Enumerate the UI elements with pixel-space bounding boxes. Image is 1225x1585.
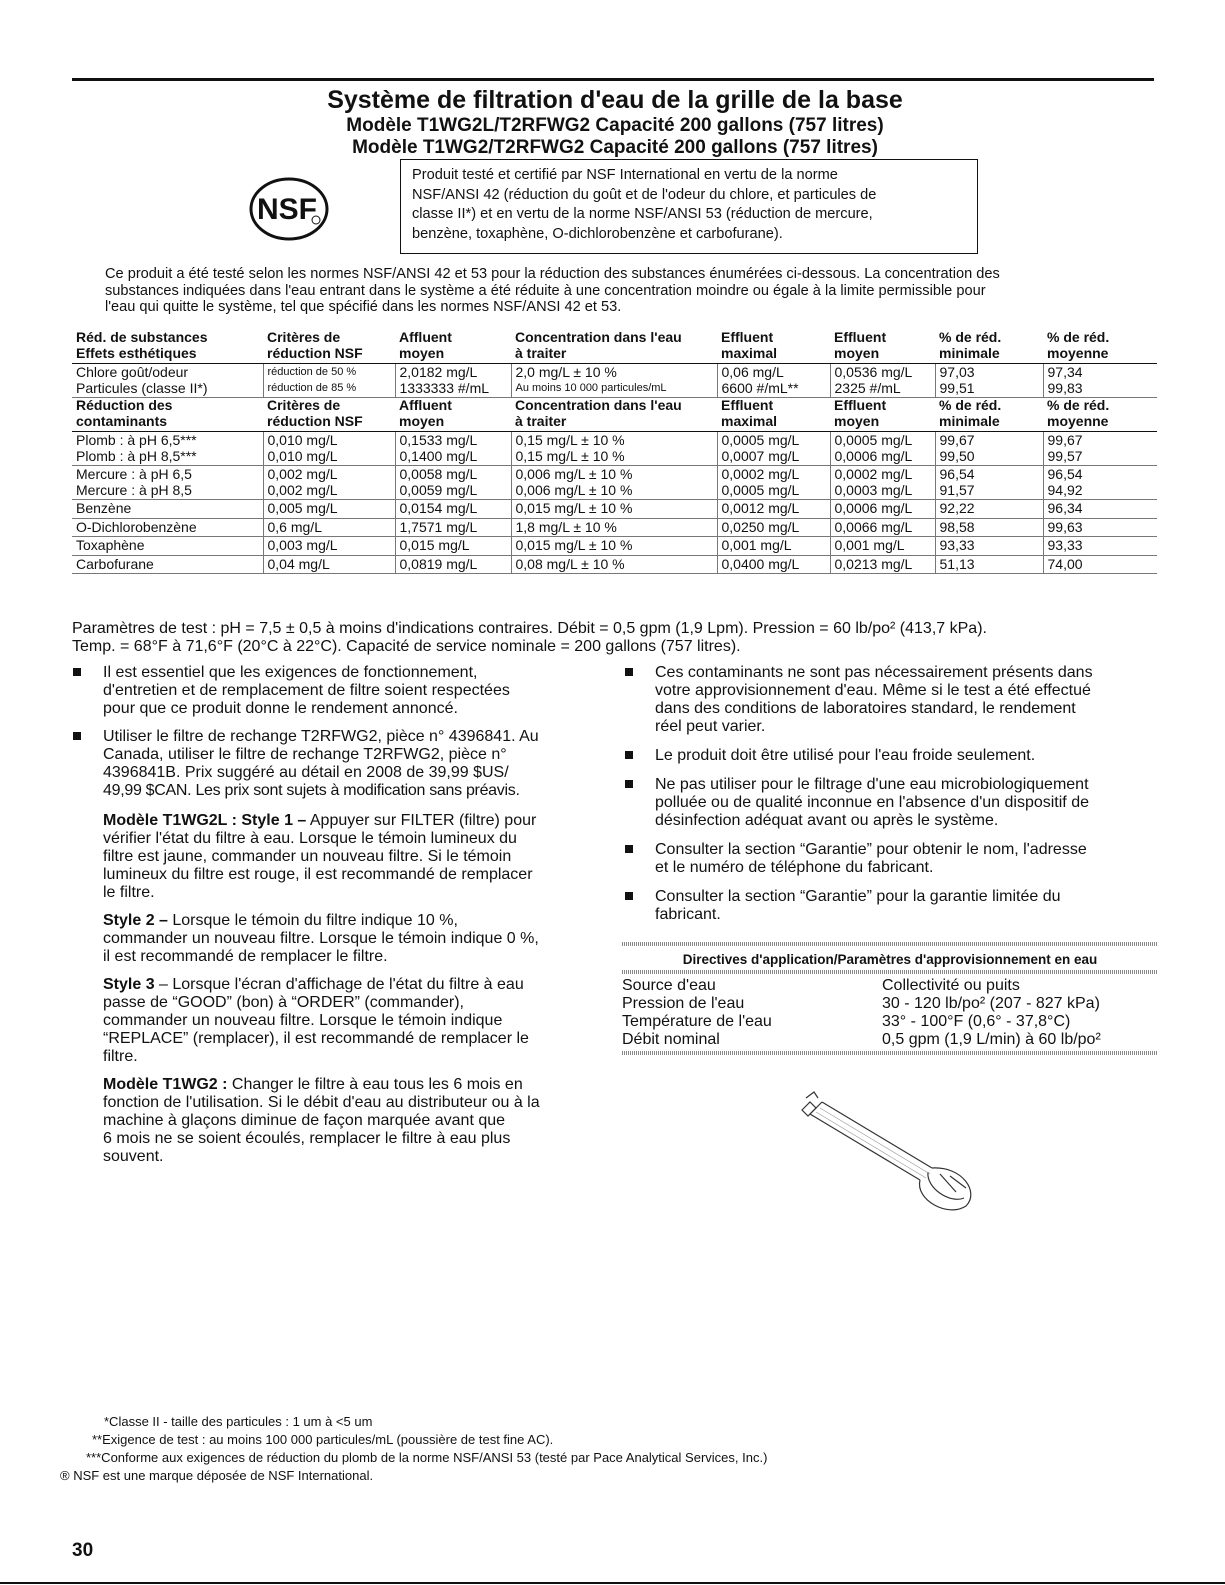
bullet-line: dans des conditions de laboratoires standard, le rendement — [655, 700, 1076, 717]
cell-value: Particules (classe II*) — [76, 379, 208, 396]
cell-value: 0,1400 mg/L — [399, 447, 478, 464]
column-header — [717, 330, 830, 364]
bullet-line: Consulter la section “Garantie” pour obtenir le nom, l'adresse — [655, 841, 1087, 858]
page-number: 30 — [72, 1540, 94, 1561]
table-cell — [511, 466, 717, 500]
bullet-item — [103, 664, 593, 718]
table-cell — [830, 432, 935, 466]
table-cell — [263, 537, 395, 556]
cell-value: Plomb : à pH 8,5*** — [76, 447, 197, 464]
cell-value: 0,15 mg/L ± 10 % — [515, 447, 625, 464]
table-cell — [1043, 500, 1157, 519]
cell-value: 0,15 mg/L ± 10 % — [515, 432, 625, 448]
bullet-line: fabricant. — [655, 906, 721, 923]
footnote: ® NSF est une marque déposée de NSF International. — [60, 1468, 374, 1483]
column-header-line: Effluent — [721, 397, 774, 413]
cell-value: Mercure : à pH 6,5 — [76, 466, 192, 482]
style3-line: – Lorsque l'écran d'affichage de l'état du filtre à eau — [154, 976, 524, 993]
cell-value: 93,33 — [939, 537, 975, 553]
column-header-line: Affluent — [399, 329, 452, 345]
column-header-line: % de réd. — [939, 397, 1002, 413]
bullet-square-icon — [73, 732, 81, 740]
table-row — [72, 432, 1157, 466]
cell-value: 1,7571 mg/L — [399, 518, 478, 535]
column-header-line: maximal — [721, 412, 778, 429]
model-t1wg2-line: 6 mois ne se soient écoulés, remplacer le filtre à eau plus — [103, 1130, 511, 1147]
cert-line: classe II*) et en vertu de la norme NSF/ANSI 53 (réduction de mercure, — [412, 206, 873, 222]
column-header — [72, 330, 263, 364]
cell-value: 6600 #/mL** — [721, 379, 799, 396]
table-cell — [395, 555, 511, 574]
bottom-rule — [0, 1582, 1225, 1584]
cell-value: 99,67 — [1047, 432, 1083, 448]
bullet-square-icon — [73, 668, 81, 676]
table-cell — [511, 500, 717, 519]
style1-line: vérifier l'état du filtre à eau. Lorsque le témoin lumineux du — [103, 830, 517, 847]
cell-value: 0,005 mg/L — [267, 500, 338, 516]
bullet-item — [655, 776, 1160, 830]
table-cell — [263, 466, 395, 500]
column-header — [935, 398, 1043, 432]
style2-line: commander un nouveau filtre. Lorsque le témoin indique 0 %, — [103, 930, 539, 947]
cell-value: 99,63 — [1047, 518, 1083, 535]
cell-value: 0,010 mg/L — [267, 432, 338, 448]
column-header-line: Réd. de substances — [76, 329, 208, 345]
table-cell — [717, 555, 830, 574]
cell-value: 1,8 mg/L ± 10 % — [515, 518, 617, 535]
table-cell — [717, 500, 830, 519]
cell-value: 99,67 — [939, 432, 975, 448]
style3-paragraph — [103, 976, 593, 1066]
footnote: ***Conforme aux exigences de réduction du plomb de la norme NSF/ANSI 53 (testé par Pace Analytical Services, Inc.) — [86, 1450, 768, 1465]
cell-value: 96,54 — [1047, 466, 1083, 482]
cell-value: 99,83 — [1047, 379, 1083, 396]
cell-value: 97,34 — [1047, 364, 1083, 380]
intro-paragraph — [105, 266, 1155, 316]
cell-value: 0,015 mg/L ± 10 % — [515, 500, 633, 516]
column-header-line: réduction NSF — [267, 344, 363, 361]
nsf-logo — [249, 177, 329, 241]
style3-line: passe de “GOOD” (bon) à “ORDER” (commander), — [103, 994, 464, 1011]
cert-line: Produit testé et certifié par NSF International en vertu de la norme — [412, 167, 838, 183]
table-cell — [830, 518, 935, 537]
cell-value: 0,006 mg/L ± 10 % — [515, 466, 633, 482]
directive-value: Collectivité ou puits — [882, 977, 1020, 994]
model-t1wg2-line: machine à glaçons diminue de façon marquée avant que — [103, 1112, 506, 1129]
bullet-line: d'entretien et de remplacement de filtre soient respectées — [103, 682, 510, 699]
model-t1wg2-line: Changer le filtre à eau tous les 6 mois en — [227, 1076, 523, 1093]
model-t1wg2-line: fonction de l'utilisation. Si le débit d'eau au distributeur ou à la — [103, 1094, 540, 1111]
table-cell — [830, 466, 935, 500]
model-capacity-1: Modèle T1WG2L/T2RFWG2 Capacité 200 gallons (757 litres) — [346, 115, 884, 136]
column-header-line: à traiter — [515, 344, 567, 361]
directive-label: Débit nominal — [622, 1031, 720, 1048]
certification-box — [400, 159, 978, 254]
table-cell — [717, 518, 830, 537]
cell-value: 0,001 mg/L — [834, 537, 905, 553]
bullet-line: 4396841B. Prix suggéré au détail en 2008 de 39,99 $US/ — [103, 764, 509, 781]
cell-value: Toxaphène — [76, 537, 145, 553]
table-header-row — [72, 330, 1157, 364]
style1-line: Appuyer sur FILTER (filtre) pour — [306, 812, 537, 829]
cell-value: 92,22 — [939, 500, 975, 516]
cell-value: Benzène — [76, 500, 132, 516]
bullet-item — [655, 747, 1160, 765]
style2-paragraph — [103, 912, 593, 966]
column-header-line: moyen — [399, 412, 445, 429]
bullet-line: désinfection adéquat avant ou après le système. — [655, 812, 999, 829]
column-header — [263, 398, 395, 432]
cell-value: Chlore goût/odeur — [76, 364, 189, 380]
bullet-item — [655, 888, 1160, 924]
cell-value: 0,0002 mg/L — [834, 466, 913, 482]
bullet-line: Consulter la section “Garantie” pour la garantie limitée du — [655, 888, 1061, 905]
cell-value: 0,0005 mg/L — [721, 432, 800, 448]
cell-value: 99,51 — [939, 379, 975, 396]
cell-value: 0,1533 mg/L — [399, 432, 478, 448]
bullet-line: votre approvisionnement d'eau. Même si le test a été effectué — [655, 682, 1091, 699]
column-header-line: minimale — [939, 412, 1000, 429]
bullet-square-icon — [625, 780, 633, 788]
cell-value: 0,006 mg/L ± 10 % — [515, 481, 633, 498]
bullet-line: Le produit doit être utilisé pour l'eau froide seulement. — [655, 747, 1036, 764]
table-cell — [511, 537, 717, 556]
table-header-row — [72, 398, 1157, 432]
column-header-line: Effluent — [721, 329, 774, 345]
table-cell — [935, 364, 1043, 398]
table-cell — [395, 466, 511, 500]
table-cell — [717, 364, 830, 398]
intro-line: substances indiquées dans l'eau entrant dans le système a été réduite à une concentration moindre ou égale à la limite permissible pour — [105, 282, 986, 299]
column-header-line: Effluent — [834, 397, 887, 413]
column-header — [1043, 398, 1157, 432]
table-cell — [72, 555, 263, 574]
table-row — [72, 364, 1157, 398]
model-t1wg2-paragraph — [103, 1076, 593, 1166]
cell-value: 74,00 — [1047, 555, 1083, 572]
column-header-line: à traiter — [515, 412, 567, 429]
bullet-item — [655, 664, 1160, 736]
table-cell — [72, 466, 263, 500]
cell-value: 1333333 #/mL — [399, 379, 490, 396]
cell-value: 0,015 mg/L — [399, 537, 470, 553]
table-cell — [263, 432, 395, 466]
column-header — [72, 398, 263, 432]
cell-value: 0,001 mg/L — [721, 537, 792, 553]
cell-value: réduction de 50 % — [267, 366, 357, 378]
column-header — [935, 330, 1043, 364]
performance-table — [72, 330, 1157, 574]
cell-value: 94,92 — [1047, 481, 1083, 498]
column-header-line: % de réd. — [1047, 329, 1110, 345]
table-cell — [511, 518, 717, 537]
bullet-line: Il est essentiel que les exigences de fonctionnement, — [103, 664, 478, 681]
column-header-line: Effluent — [834, 329, 887, 345]
cell-value: 0,0154 mg/L — [399, 500, 478, 516]
style1-paragraph — [103, 812, 593, 902]
cell-value: 2,0182 mg/L — [399, 364, 478, 380]
directive-value: 30 - 120 lb/po² (207 - 827 kPa) — [882, 995, 1100, 1012]
hatched-rule — [622, 1051, 1158, 1055]
model-t1wg2-label: Modèle T1WG2 : — [103, 1076, 228, 1093]
cell-value: 0,0819 mg/L — [399, 555, 478, 572]
directive-value: 0,5 gpm (1,9 L/min) à 60 lb/po² — [882, 1031, 1101, 1048]
table-cell — [1043, 466, 1157, 500]
table-cell — [263, 518, 395, 537]
table-cell — [717, 466, 830, 500]
cert-line: NSF/ANSI 42 (réduction du goût et de l'odeur du chlore, et particules de — [412, 186, 877, 203]
column-header — [395, 398, 511, 432]
column-header — [395, 330, 511, 364]
column-header-line: minimale — [939, 344, 1000, 361]
bullet-line: Ne pas utiliser pour le filtrage d'une eau microbiologiquement — [655, 776, 1089, 793]
column-header — [830, 330, 935, 364]
cell-value: 0,0536 mg/L — [834, 364, 913, 380]
column-header-line: Critères de — [267, 329, 341, 345]
bullet-line: Ces contaminants ne sont pas nécessairement présents dans — [655, 664, 1093, 681]
table-cell — [263, 364, 395, 398]
table-cell — [717, 537, 830, 556]
table-cell — [72, 500, 263, 519]
table-cell — [830, 555, 935, 574]
column-header-line: moyenne — [1047, 412, 1109, 429]
column-header — [511, 398, 717, 432]
bullet-line: pour que ce produit donne le rendement annoncé. — [103, 700, 458, 717]
style3-line: commander un nouveau filtre. Lorsque le témoin indique — [103, 1012, 503, 1029]
directive-label: Source d'eau — [622, 977, 716, 994]
model-capacity-2: Modèle T1WG2/T2RFWG2 Capacité 200 gallons (757 litres) — [352, 137, 878, 158]
column-header-line: Concentration dans l'eau — [515, 397, 682, 413]
table-cell — [511, 364, 717, 398]
table-cell — [830, 364, 935, 398]
column-header-line: moyen — [399, 344, 445, 361]
test-parameters — [72, 620, 1162, 656]
column-header — [717, 398, 830, 432]
intro-line: l'eau qui quitte le système, tel que spécifié dans les normes NSF/ANSI 42 et 53. — [105, 299, 622, 315]
cell-value: Carbofurane — [76, 555, 154, 572]
table-cell — [935, 555, 1043, 574]
table-cell — [935, 466, 1043, 500]
footnote: *Classe II - taille des particules : 1 um à <5 um — [104, 1414, 373, 1429]
cell-value: réduction de 85 % — [267, 381, 357, 394]
params-line: Temp. = 68°F à 71,6°F (20°C à 22°C). Capacité de service nominale = 200 gallons (757 litres). — [72, 638, 741, 655]
bullet-line: et le numéro de téléphone du fabricant. — [655, 859, 934, 876]
cell-value: 0,0250 mg/L — [721, 518, 800, 535]
table-cell — [1043, 364, 1157, 398]
cell-value: 91,57 — [939, 481, 975, 498]
table-cell — [72, 537, 263, 556]
cell-value: Au moins 10 000 particules/mL — [515, 381, 667, 394]
cell-value: 2325 #/mL — [834, 379, 901, 396]
cell-value: 96,54 — [939, 466, 975, 482]
table-cell — [935, 500, 1043, 519]
table-cell — [830, 537, 935, 556]
column-header — [830, 398, 935, 432]
column-header-line: Effets esthétiques — [76, 344, 197, 361]
column-header-line: moyen — [834, 344, 880, 361]
style3-label: Style 3 — [103, 976, 155, 993]
bullet-square-icon — [625, 845, 633, 853]
table-cell — [263, 500, 395, 519]
table-cell — [1043, 518, 1157, 537]
column-header-line: moyen — [834, 412, 880, 429]
directive-label: Température de l'eau — [622, 1013, 772, 1030]
column-header — [511, 330, 717, 364]
table-cell — [511, 555, 717, 574]
cell-value: 0,08 mg/L ± 10 % — [515, 555, 625, 572]
table-cell — [72, 432, 263, 466]
style3-line: filtre. — [103, 1048, 138, 1065]
table-row — [72, 555, 1157, 574]
table-cell — [935, 537, 1043, 556]
table-cell — [935, 518, 1043, 537]
table-row — [72, 537, 1157, 556]
bullet-item — [103, 728, 593, 800]
cell-value: 0,002 mg/L — [267, 481, 338, 498]
bullet-line: Utiliser le filtre de rechange T2RFWG2, pièce n° 4396841. Au — [103, 728, 539, 745]
bullet-line: Canada, utiliser le filtre de rechange T2RFWG2, pièce n° — [103, 746, 507, 763]
cell-value: 0,0400 mg/L — [721, 555, 800, 572]
cell-value: 93,33 — [1047, 537, 1083, 553]
style1-line: filtre est jaune, commander un nouveau filtre. Si le témoin — [103, 848, 512, 865]
table-cell — [395, 537, 511, 556]
column-header-line: % de réd. — [1047, 397, 1110, 413]
table-row — [72, 518, 1157, 537]
table-cell — [72, 364, 263, 398]
cell-value: 0,003 mg/L — [267, 537, 338, 553]
table-cell — [263, 555, 395, 574]
column-header-line: contaminants — [76, 412, 168, 429]
table-cell — [1043, 537, 1157, 556]
table-cell — [395, 518, 511, 537]
style2-line: Lorsque le témoin du filtre indique 10 %, — [167, 912, 458, 929]
cell-value: 0,04 mg/L — [267, 555, 330, 572]
page-title: Système de filtration d'eau de la grille de la base — [327, 86, 903, 114]
params-line: Paramètres de test : pH = 7,5 ± 0,5 à moins d'indications contraires. Débit = 0,5 gpm (1,9 Lpm). Pression = 60 lb/po² (413,7 kPa). — [72, 620, 987, 637]
column-header-line: Réduction des — [76, 397, 173, 413]
cell-value: 99,57 — [1047, 447, 1083, 464]
column-header-line: Concentration dans l'eau — [515, 329, 682, 345]
column-header-line: Critères de — [267, 397, 341, 413]
cell-value: 0,0005 mg/L — [721, 481, 800, 498]
bullet-square-icon — [625, 751, 633, 759]
column-header-line: moyenne — [1047, 344, 1109, 361]
cell-value: Plomb : à pH 6,5*** — [76, 432, 197, 448]
column-header — [1043, 330, 1157, 364]
directives-box — [622, 942, 1158, 1055]
cell-value: 96,34 — [1047, 500, 1083, 516]
bullet-item — [655, 841, 1160, 877]
cell-value: 98,58 — [939, 518, 975, 535]
cell-value: 0,002 mg/L — [267, 466, 338, 482]
bullet-square-icon — [625, 668, 633, 676]
model-t1wg2-line: souvent. — [103, 1148, 164, 1165]
directives-title: Directives d'application/Paramètres d'approvisionnement en eau — [682, 952, 1098, 967]
table-cell — [395, 500, 511, 519]
bullet-line: polluée ou de qualité inconnue en l'absence d'un dispositif de — [655, 794, 1089, 811]
cell-value: O-Dichlorobenzène — [76, 518, 197, 535]
cell-value: 0,06 mg/L — [721, 364, 784, 380]
top-rule — [72, 78, 1154, 81]
table-row — [72, 466, 1157, 500]
cell-value: 0,0066 mg/L — [834, 518, 913, 535]
cell-value: 0,0012 mg/L — [721, 500, 800, 516]
column-header-line: réduction NSF — [267, 412, 363, 429]
style1-label: Modèle T1WG2L : Style 1 – — [103, 812, 307, 829]
bullet-line: réel peut varier. — [655, 718, 766, 735]
table-cell — [511, 432, 717, 466]
directive-value: 33° - 100°F (0,6° - 37,8°C) — [882, 1013, 1071, 1030]
table-cell — [395, 432, 511, 466]
cell-value: 0,0005 mg/L — [834, 432, 913, 448]
cell-value: 0,0059 mg/L — [399, 481, 478, 498]
cell-value: 0,6 mg/L — [267, 518, 322, 535]
bullet-square-icon — [625, 892, 633, 900]
cell-value: 97,03 — [939, 364, 975, 380]
cell-value: 0,010 mg/L — [267, 447, 338, 464]
table-cell — [1043, 555, 1157, 574]
cell-value: 51,13 — [939, 555, 975, 572]
cell-value: 99,50 — [939, 447, 975, 464]
table-cell — [935, 432, 1043, 466]
column-header-line: maximal — [721, 344, 778, 361]
cell-value: 0,0213 mg/L — [834, 555, 913, 572]
directives-grid — [622, 974, 1158, 1051]
style2-line: il est recommandé de remplacer le filtre. — [103, 948, 388, 965]
cell-value: 0,0006 mg/L — [834, 447, 913, 464]
cert-line: benzène, toxaphène, O-dichlorobenzène et carbofurane). — [412, 225, 783, 242]
table-cell — [830, 500, 935, 519]
table-row — [72, 500, 1157, 519]
cell-value: 2,0 mg/L ± 10 % — [515, 364, 617, 380]
intro-line: Ce produit a été testé selon les normes NSF/ANSI 42 et 53 pour la réduction des substances énumérées ci-dessous. La concentration des — [105, 266, 1000, 282]
cell-value: 0,0003 mg/L — [834, 481, 913, 498]
table-cell — [395, 364, 511, 398]
column-header-line: Affluent — [399, 397, 452, 413]
cell-value: Mercure : à pH 8,5 — [76, 481, 192, 498]
cell-value: 0,0006 mg/L — [834, 500, 913, 516]
table-cell — [72, 518, 263, 537]
style3-line: “REPLACE” (remplacer), il est recommandé de remplacer le — [103, 1030, 529, 1047]
bullet-line: 49,99 $CAN. Les prix sont sujets à modification sans préavis. — [103, 782, 520, 799]
table-cell — [717, 432, 830, 466]
cell-value: 0,015 mg/L ± 10 % — [515, 537, 633, 553]
style1-line: lumineux du filtre est rouge, il est recommandé de remplacer — [103, 866, 533, 883]
water-filter-illustration — [780, 1088, 990, 1218]
nsf-logo-text: NSF — [257, 193, 317, 226]
column-header — [263, 330, 395, 364]
table-cell — [1043, 432, 1157, 466]
cell-value: 0,0058 mg/L — [399, 466, 478, 482]
footnote: **Exigence de test : au moins 100 000 particules/mL (poussière de test fine AC). — [92, 1432, 554, 1447]
cell-value: 0,0002 mg/L — [721, 466, 800, 482]
cell-value: 0,0007 mg/L — [721, 447, 800, 464]
directive-label: Pression de l'eau — [622, 995, 745, 1012]
column-header-line: % de réd. — [939, 329, 1002, 345]
style1-line: le filtre. — [103, 884, 155, 901]
style2-label: Style 2 – — [103, 912, 168, 929]
